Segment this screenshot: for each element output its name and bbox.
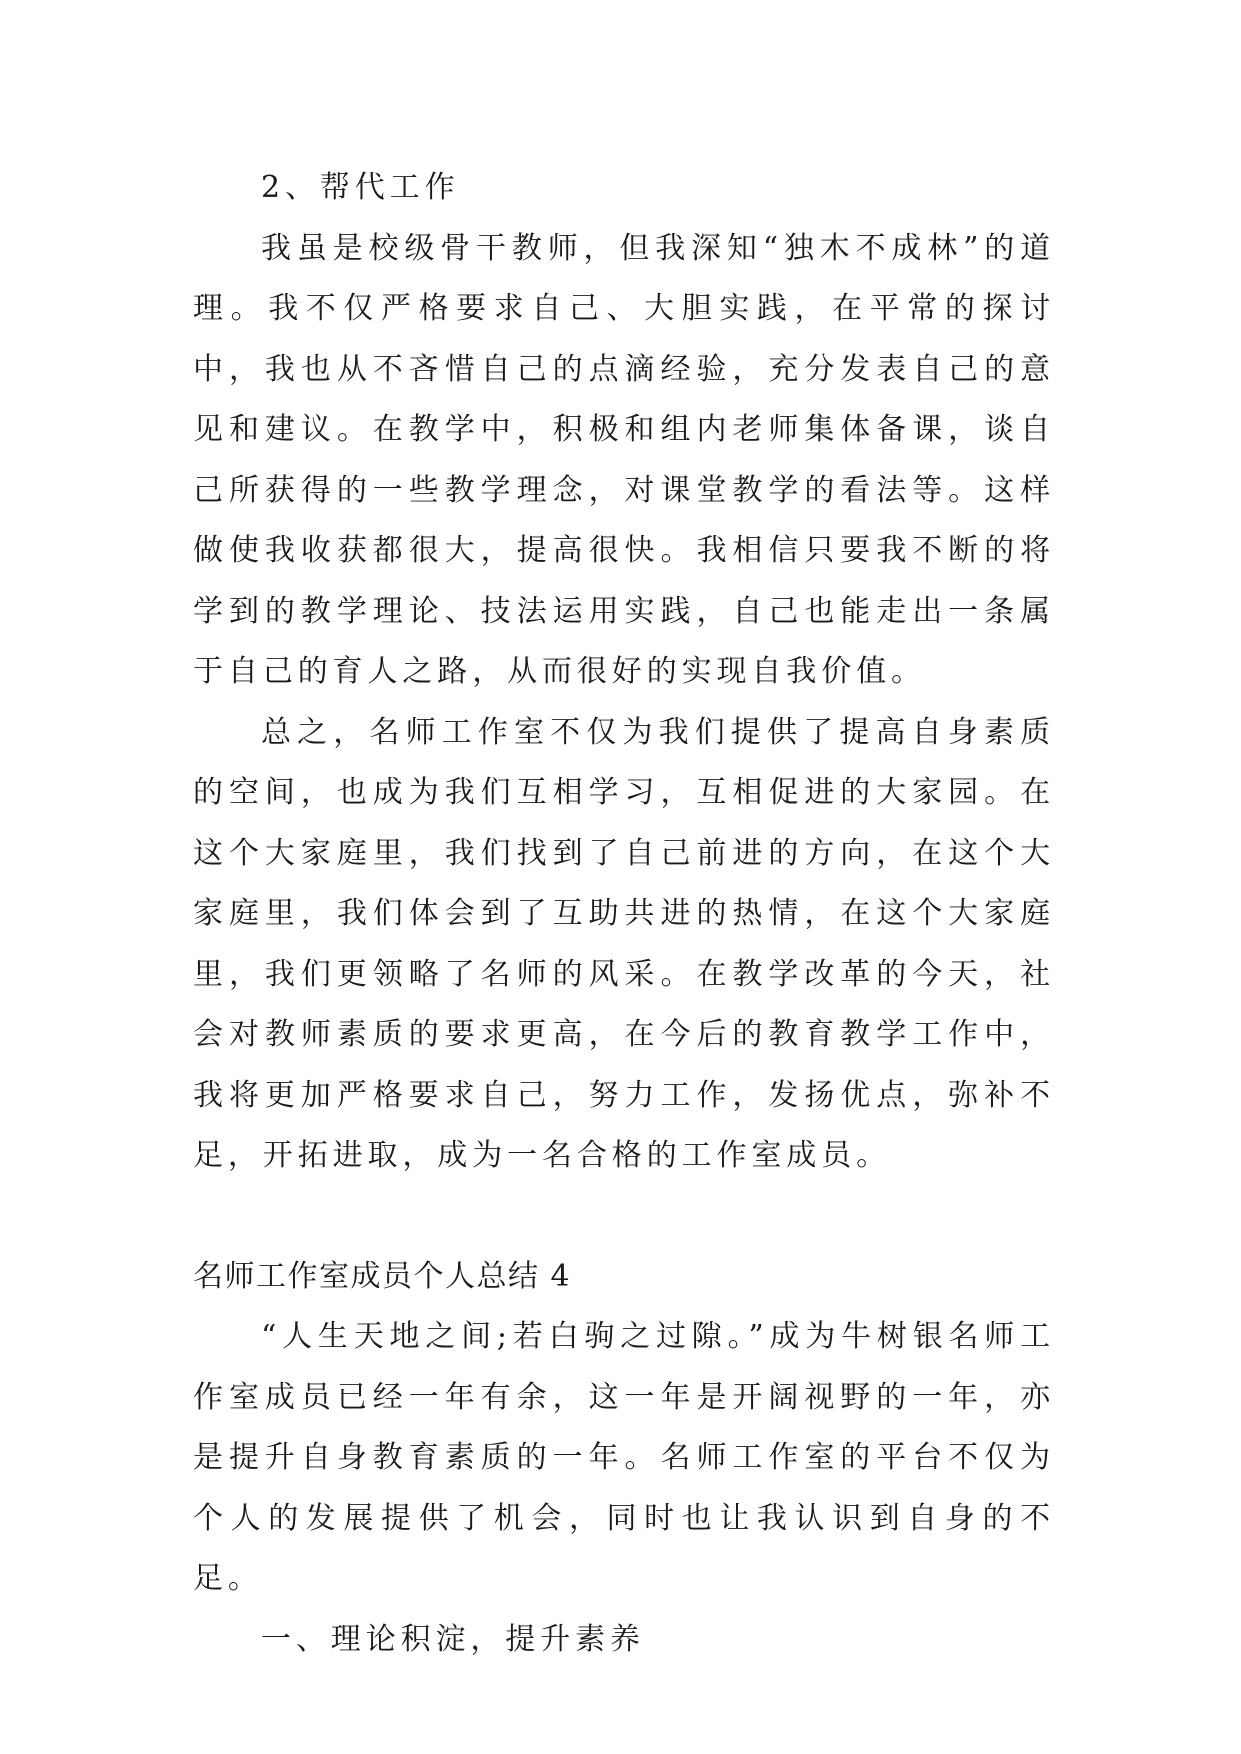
paragraph-intro: “人生天地之间;若白驹之过隙。”成为牛树银名师工作室成员已经一年有余，这一年是开阔视野的一年，亦是提升自身教育素质的一年。名师工作室的平台不仅为个人的发展提供了机会，同时也让我认识到自身的不足。	[193, 1319, 1055, 1596]
paragraph-help-work: 我虽是校级骨干教师，但我深知“独木不成林”的道理。我不仅严格要求自己、大胆实践，在平常的探讨中，我也从不吝惜自己的点滴经验，充分发表自己的意见和建议。在教学中，积极和组内老师集体备课，谈自己所获得的一些教学理念，对课堂教学的看法等。这样做使我收获都很大，提高很快。我相信只要我不断的将学到的教学理论、技法运用实践，自己也能走出一条属于自己的育人之路，从而很好的实现自我价值。	[193, 230, 1055, 689]
subheading-help-work: 2、帮代工作	[261, 170, 460, 205]
paragraph-conclusion: 总之，名师工作室不仅为我们提供了提高自身素质的空间，也成为我们互相学习，互相促进的大家园。在这个大家庭里，我们找到了自己前进的方向，在这个大家庭里，我们体会到了互助共进的热情，在这个大家庭里，我们更领略了名师的风采。在教学改革的今天，社会对教师素质的要求更高，在今后的教育教学工作中，我将更加严格要求自己，努力工作，发扬优点，弥补不足，开拓进取，成为一名合格的工作室成员。	[193, 714, 1055, 1173]
section-title: 名师工作室成员个人总结 4	[193, 1258, 572, 1294]
subheading-theory: 一、理论积淀，提升素养	[261, 1621, 645, 1657]
document-page	[193, 158, 1055, 1670]
